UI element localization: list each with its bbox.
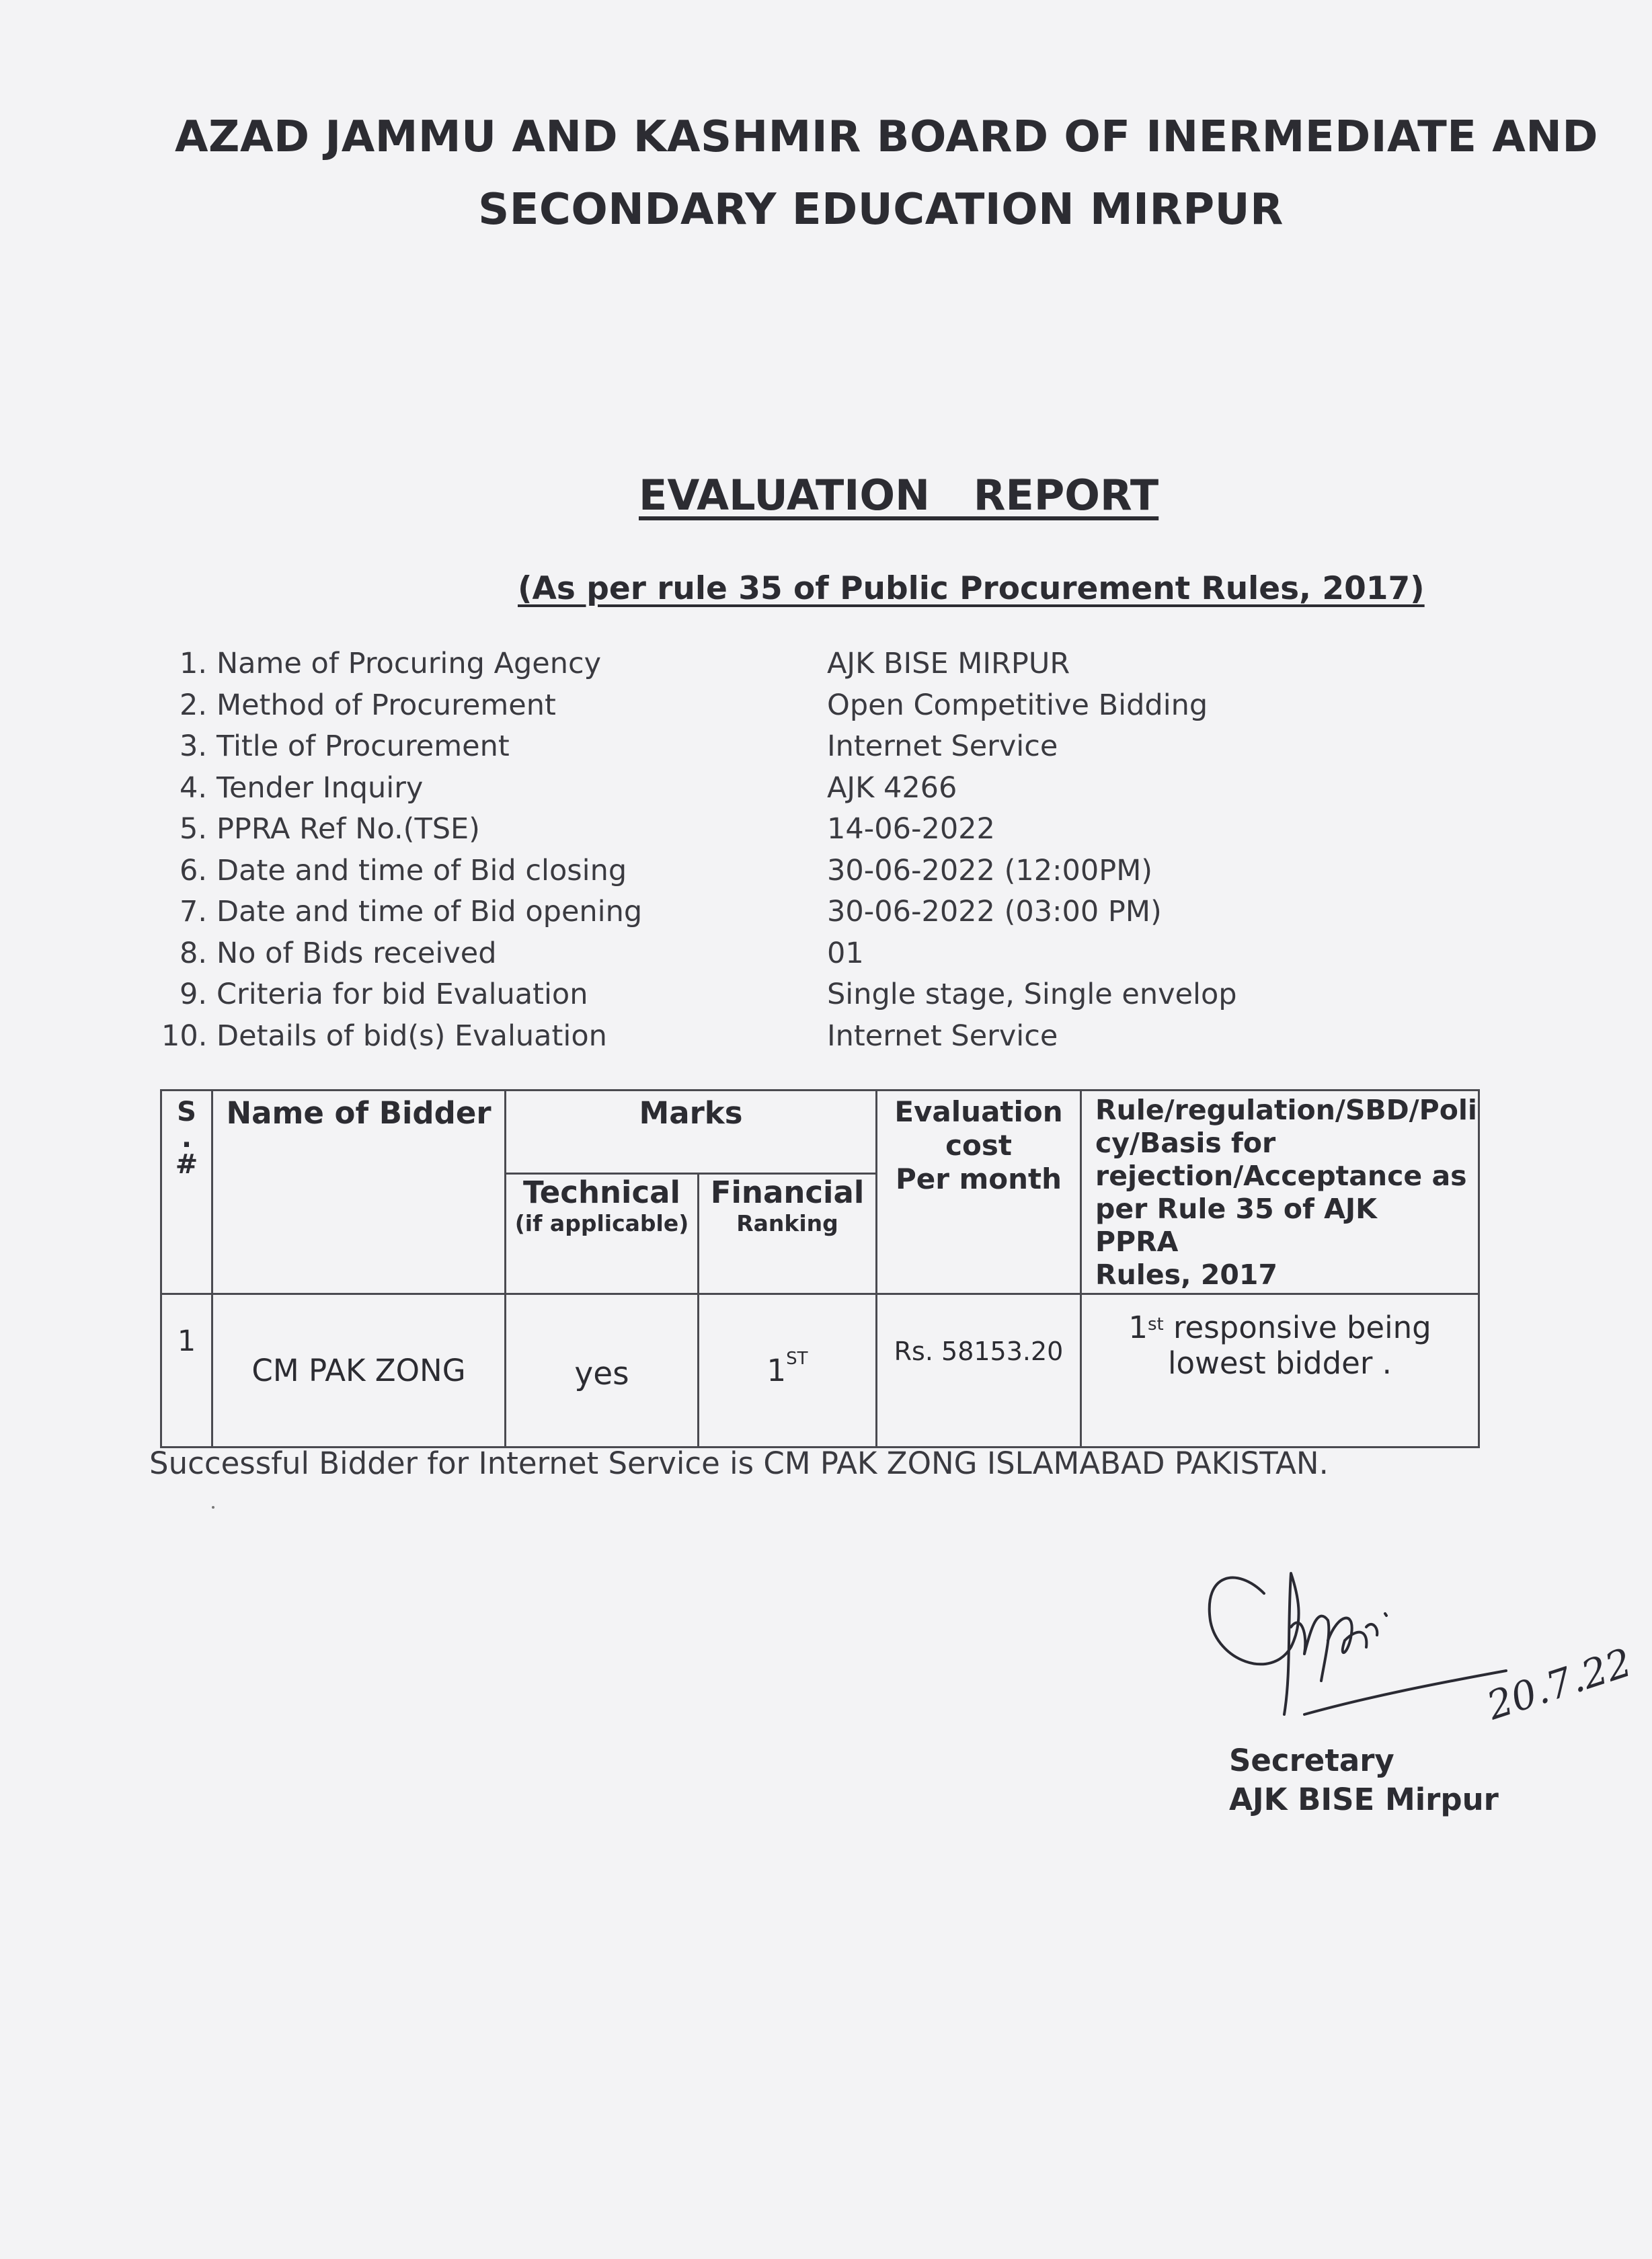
detail-row xyxy=(161,854,1304,896)
header-line-2: SECONDARY EDUCATION MIRPUR xyxy=(478,185,1284,235)
detail-number: 4. xyxy=(179,770,207,805)
detail-number: 2. xyxy=(179,688,207,722)
signature-date: 20.7.22 xyxy=(1481,1639,1637,1729)
detail-label: Name of Procuring Agency xyxy=(217,647,602,680)
detail-value: AJK 4266 xyxy=(827,770,957,805)
detail-row xyxy=(161,812,1304,854)
detail-value: Single stage, Single envelop xyxy=(827,978,1237,1011)
detail-label: Criteria for bid Evaluation xyxy=(217,978,588,1011)
header-financial: Financial Ranking xyxy=(699,1173,877,1294)
signature-image xyxy=(1190,1546,1637,1735)
detail-number: 8. xyxy=(179,936,207,970)
row-evaluation-cost: Rs. 58153.20 xyxy=(877,1294,1081,1448)
detail-row xyxy=(161,978,1304,1019)
evaluation-table xyxy=(160,1089,1480,1448)
header-technical: Technical (if applicable) xyxy=(506,1173,699,1294)
detail-row xyxy=(161,937,1304,978)
procurement-details xyxy=(161,647,1304,1060)
detail-value: 01 xyxy=(827,936,864,970)
detail-label: Date and time of Bid opening xyxy=(217,895,643,928)
detail-value: 30-06-2022 (03:00 PM) xyxy=(827,895,1162,928)
detail-value: AJK BISE MIRPUR xyxy=(827,647,1070,680)
header-serial-number: S . # xyxy=(161,1091,212,1294)
detail-row xyxy=(161,1019,1304,1061)
table-row xyxy=(161,1294,1479,1448)
signatory-block xyxy=(1229,1741,1499,1819)
detail-number: 3. xyxy=(179,729,207,763)
header-marks: Marks xyxy=(506,1091,877,1174)
detail-label: Details of bid(s) Evaluation xyxy=(217,1019,607,1053)
signatory-organization: AJK BISE Mirpur xyxy=(1229,1782,1499,1817)
row-technical: yes xyxy=(506,1294,699,1448)
detail-value: Internet Service xyxy=(827,729,1058,763)
detail-value: 30-06-2022 (12:00PM) xyxy=(827,853,1153,887)
detail-number: 7. xyxy=(179,895,207,928)
detail-row xyxy=(161,729,1304,771)
detail-value: Internet Service xyxy=(827,1019,1058,1053)
board-header xyxy=(175,101,1598,246)
detail-row xyxy=(161,771,1304,813)
detail-number: 6. xyxy=(179,853,207,887)
header-evaluation-cost: Evaluation cost Per month xyxy=(877,1091,1081,1294)
detail-label: No of Bids received xyxy=(217,936,497,970)
header-name-of-bidder: Name of Bidder xyxy=(212,1091,506,1294)
detail-label: PPRA Ref No.(TSE) xyxy=(217,812,480,846)
detail-value: Open Competitive Bidding xyxy=(827,688,1208,722)
scan-speck xyxy=(212,1506,214,1509)
detail-row xyxy=(161,688,1304,730)
detail-number: 9. xyxy=(179,978,207,1011)
report-title: EVALUATION REPORT xyxy=(639,471,1159,520)
detail-label: Title of Procurement xyxy=(217,729,510,763)
detail-label: Tender Inquiry xyxy=(217,770,424,805)
detail-value: 14-06-2022 xyxy=(827,812,995,846)
header-rule-basis: Rule/regulation/SBD/Poli cy/Basis for rejection/Acceptance as per Rule 35 of AJK PPRA Rules, 2017 xyxy=(1081,1091,1479,1294)
successful-bidder-statement: Successful Bidder for Internet Service is CM PAK ZONG ISLAMABAD PAKISTAN. xyxy=(149,1445,1329,1481)
detail-number: 1. xyxy=(179,647,207,680)
detail-label: Method of Procurement xyxy=(217,688,556,722)
signatory-title: Secretary xyxy=(1229,1743,1394,1778)
row-serial-number: 1 xyxy=(161,1294,212,1448)
detail-label: Date and time of Bid closing xyxy=(217,853,627,887)
rule-reference: (As per rule 35 of Public Procurement Rules, 2017) xyxy=(518,570,1425,607)
header-line-1: AZAD JAMMU AND KASHMIR BOARD OF INERMEDIATE AND xyxy=(175,112,1598,162)
row-financial-ranking: 1ST xyxy=(699,1294,877,1448)
detail-row xyxy=(161,647,1304,688)
detail-number: 5. xyxy=(179,812,207,846)
row-bidder-name: CM PAK ZONG xyxy=(212,1294,506,1448)
detail-number: 10. xyxy=(161,1019,208,1053)
row-basis: 1st responsive being lowest bidder . xyxy=(1081,1294,1479,1448)
detail-row xyxy=(161,895,1304,937)
